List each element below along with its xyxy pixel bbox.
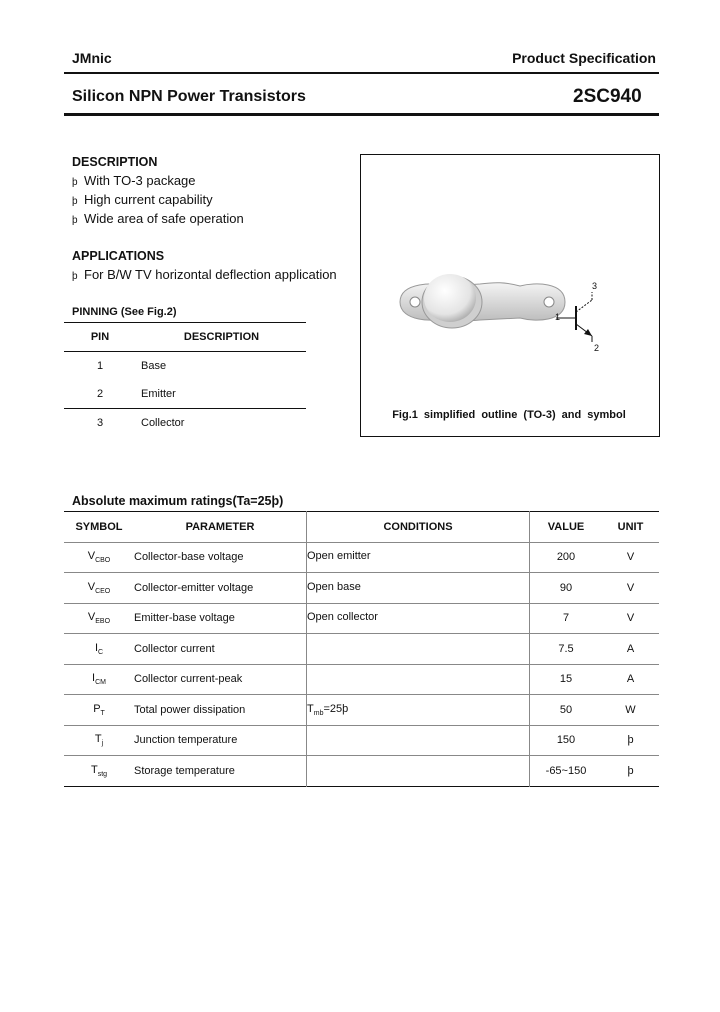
- description-item: þ With TO-3 package: [72, 173, 196, 188]
- application-item: þ For B/W TV horizontal deflection application: [72, 267, 337, 282]
- value-cell: 150: [556, 734, 576, 747]
- symbol-cell: $V_{CEO}$: [87, 580, 111, 595]
- parameter-cell: Collector current-peak: [134, 673, 243, 686]
- conditions-cell: Open collector: [307, 603, 530, 634]
- conditions-cell: $T_{mb}=25þ$: [307, 695, 530, 726]
- col-conditions: CONDITIONS: [307, 512, 530, 543]
- col-description: DESCRIPTION: [183, 331, 260, 343]
- col-unit: UNIT: [617, 520, 644, 533]
- unit-cell: A: [626, 642, 635, 655]
- table-row: [64, 695, 659, 726]
- pinning-row: 1 Base: [96, 360, 167, 372]
- table-row: [64, 573, 659, 604]
- value-cell: 15: [559, 673, 573, 686]
- parameter-cell: Storage temperature: [134, 764, 235, 777]
- parameter-cell: Emitter-base voltage: [134, 612, 235, 625]
- symbol-cell: $P_T$: [93, 702, 105, 717]
- col-parameter: PARAMETER: [185, 520, 255, 533]
- table-row: [64, 542, 659, 573]
- pinning-header-row: [64, 322, 306, 352]
- table-row: [64, 725, 659, 756]
- npn-transistor-symbol: [540, 278, 620, 358]
- conditions-cell: [307, 725, 530, 756]
- pin-label-emitter: 2: [594, 343, 600, 353]
- col-pin: PIN: [90, 331, 110, 343]
- table-row: [64, 634, 659, 665]
- bullet-glyph: þ: [72, 271, 78, 282]
- unit-cell: þ: [627, 764, 634, 777]
- symbol-cell: $I_{CM}$: [92, 672, 106, 687]
- unit-cell: W: [625, 703, 636, 716]
- ratings-table: [64, 511, 659, 787]
- symbol-cell: $V_{CBO}$: [87, 550, 111, 565]
- symbol-cell: $T_{stg}$: [90, 763, 108, 778]
- pin-label-base: 1: [555, 312, 561, 322]
- pinning-heading: PINNING (See Fig.2): [72, 306, 177, 318]
- header-rule: [64, 72, 659, 74]
- value-cell: -65~150: [545, 764, 587, 777]
- doc-type: Product Specification: [512, 50, 656, 66]
- part-number: 2SC940: [573, 86, 642, 107]
- value-cell: 200: [556, 551, 576, 564]
- unit-cell: V: [626, 612, 635, 625]
- pinning-row: 2 Emitter: [64, 380, 306, 409]
- col-symbol: SYMBOL: [75, 520, 123, 533]
- unit-cell: V: [626, 581, 635, 594]
- conditions-cell: [307, 756, 530, 787]
- conditions-cell: [307, 634, 530, 665]
- table-row: [64, 664, 659, 695]
- symbol-cell: $I_C$: [94, 641, 104, 656]
- parameter-cell: Total power dissipation: [134, 703, 246, 716]
- title-rule: [64, 113, 659, 116]
- pinning-row: 3 Collector: [96, 417, 185, 429]
- bullet-glyph: þ: [72, 196, 78, 207]
- unit-cell: V: [626, 551, 635, 564]
- symbol-cell: $T_j$: [94, 733, 104, 748]
- parameter-cell: Collector current: [134, 642, 215, 655]
- unit-cell: A: [626, 673, 635, 686]
- symbol-cell: $V_{EBO}$: [87, 611, 111, 626]
- unit-cell: þ: [627, 734, 634, 747]
- conditions-cell: [307, 664, 530, 695]
- ratings-heading: Absolute maximum ratings(Ta=25þ): [72, 494, 284, 508]
- value-cell: 90: [559, 581, 573, 594]
- parameter-cell: Junction temperature: [134, 734, 238, 747]
- description-item: þ Wide area of safe operation: [72, 211, 244, 226]
- ratings-header-row: [64, 512, 659, 543]
- figure-caption: Fig.1 simplified outline (TO-3) and symbol: [392, 409, 626, 421]
- description-heading: DESCRIPTION: [72, 155, 158, 169]
- conditions-cell: Open base: [307, 573, 530, 604]
- pinning-table: [64, 322, 306, 437]
- parameter-cell: Collector-base voltage: [134, 551, 244, 564]
- value-cell: 50: [559, 703, 573, 716]
- applications-heading: APPLICATIONS: [72, 249, 165, 263]
- bullet-glyph: þ: [72, 177, 78, 188]
- description-item: þ High current capability: [72, 192, 213, 207]
- brand-name: JMnic: [72, 50, 112, 66]
- page-title: Silicon NPN Power Transistors: [72, 88, 306, 105]
- value-cell: 7.5: [558, 642, 574, 655]
- col-value: VALUE: [547, 520, 585, 533]
- table-row: [64, 603, 659, 634]
- table-row: [64, 756, 659, 787]
- conditions-cell: Open emitter: [307, 542, 530, 573]
- pin-label-collector: 3: [592, 281, 598, 291]
- value-cell: 7: [562, 612, 570, 625]
- parameter-cell: Collector-emitter voltage: [134, 581, 254, 594]
- bullet-glyph: þ: [72, 215, 78, 226]
